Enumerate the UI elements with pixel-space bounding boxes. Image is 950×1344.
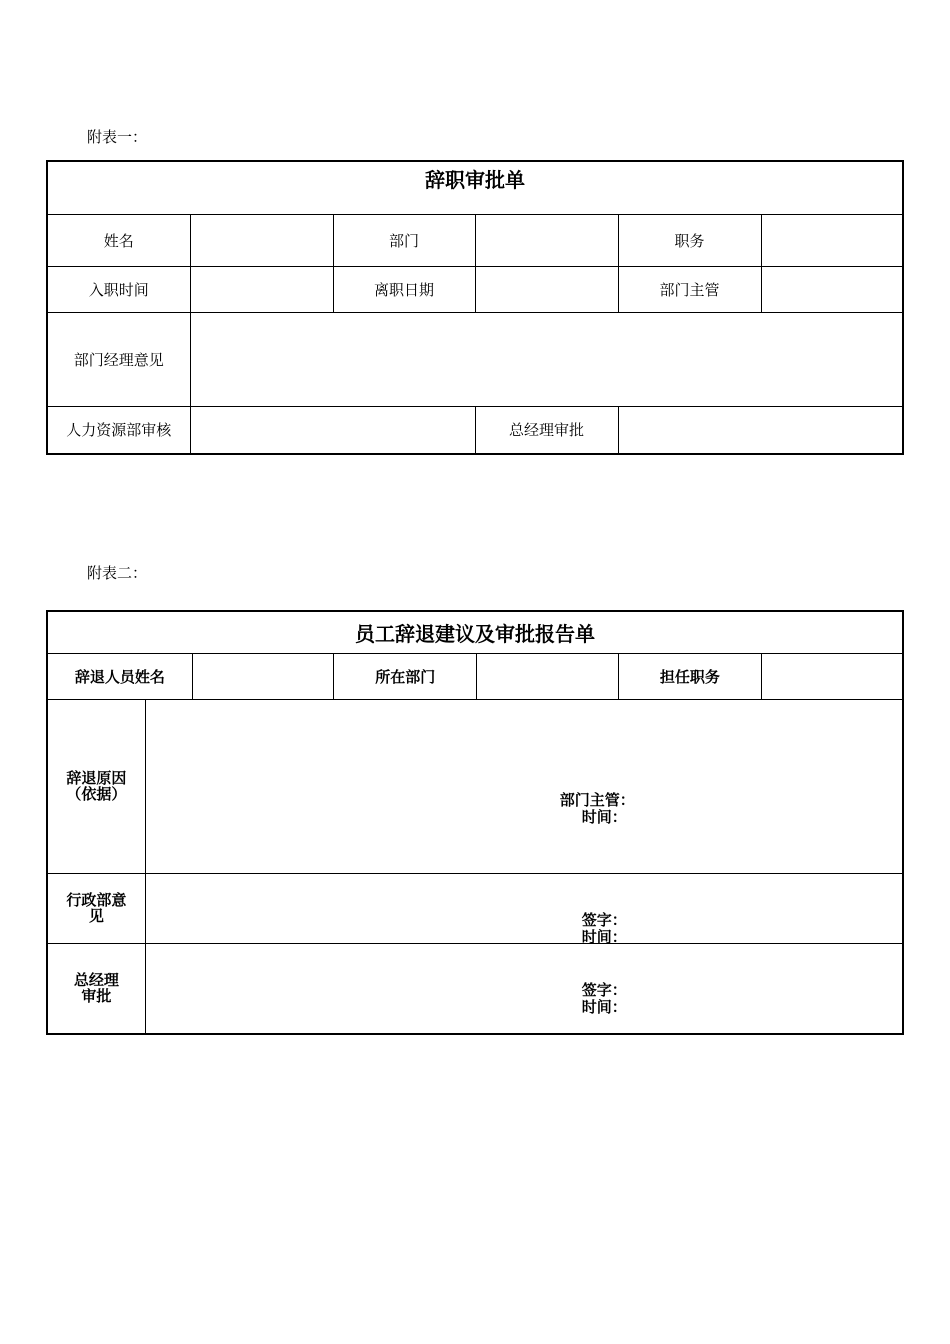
admin-opinion-field[interactable] (145, 874, 903, 944)
admin-label-line1: 行政部意 (66, 891, 127, 909)
position-label: 担任职务 (618, 654, 761, 700)
reason-label-line1: 辞退原因 (66, 769, 127, 787)
manager-opinion-label: 部门经理意见 (47, 313, 190, 407)
reason-label-line2: （依据） (66, 785, 127, 803)
hire-date-label: 入职时间 (47, 267, 190, 313)
manager-opinion-field[interactable] (190, 313, 903, 407)
admin-sign-label: 签字： (581, 911, 627, 929)
leave-date-field[interactable] (475, 267, 618, 313)
reason-field[interactable] (145, 700, 903, 874)
position-field[interactable] (762, 654, 903, 700)
gm-sign-label: 签字： (581, 981, 627, 999)
gm-approval-label (47, 944, 145, 1034)
supervisor-sign-label: 部门主管： (559, 791, 635, 809)
admin-label-line2: 见 (88, 907, 104, 925)
position-field[interactable] (761, 215, 903, 267)
hire-date-field[interactable] (190, 267, 333, 313)
gm-label-line2: 审批 (81, 986, 112, 1005)
gm-approval-label: 总经理审批 (475, 407, 618, 454)
name-label: 姓名 (47, 215, 190, 267)
supervisor-label: 部门主管 (618, 267, 761, 313)
dept-label: 部门 (333, 215, 475, 267)
gm-time-label: 时间： (581, 998, 627, 1016)
dept-field[interactable] (475, 215, 618, 267)
appendix-2-caption: 附表二： (87, 564, 148, 582)
appendix-1-caption: 附表一： (87, 128, 148, 146)
admin-signature (582, 912, 627, 946)
dismissed-name-label: 辞退人员姓名 (47, 654, 192, 700)
dept-field[interactable] (477, 654, 618, 700)
hr-review-label: 人力资源部审核 (47, 407, 190, 454)
hr-review-field[interactable] (190, 407, 475, 454)
form-title: 辞职审批单 (47, 161, 903, 215)
reason-label (47, 700, 145, 874)
supervisor-field[interactable] (761, 267, 903, 313)
supervisor-signature (560, 792, 635, 826)
resignation-approval-form (46, 160, 904, 455)
gm-approval-field[interactable] (618, 407, 903, 454)
admin-time-label: 时间： (581, 928, 627, 946)
dismissal-report-form (46, 610, 904, 1035)
gm-signature (582, 982, 627, 1016)
form-title: 员工辞退建议及审批报告单 (47, 611, 903, 654)
leave-date-label: 离职日期 (333, 267, 475, 313)
dept-label: 所在部门 (334, 654, 477, 700)
gm-label-line1: 总经理 (73, 970, 119, 989)
position-label: 职务 (618, 215, 761, 267)
admin-opinion-label (47, 874, 145, 944)
name-field[interactable] (190, 215, 333, 267)
gm-approval-field[interactable] (145, 944, 903, 1034)
reason-time-label: 时间： (581, 808, 627, 826)
dismissed-name-field[interactable] (192, 654, 333, 700)
